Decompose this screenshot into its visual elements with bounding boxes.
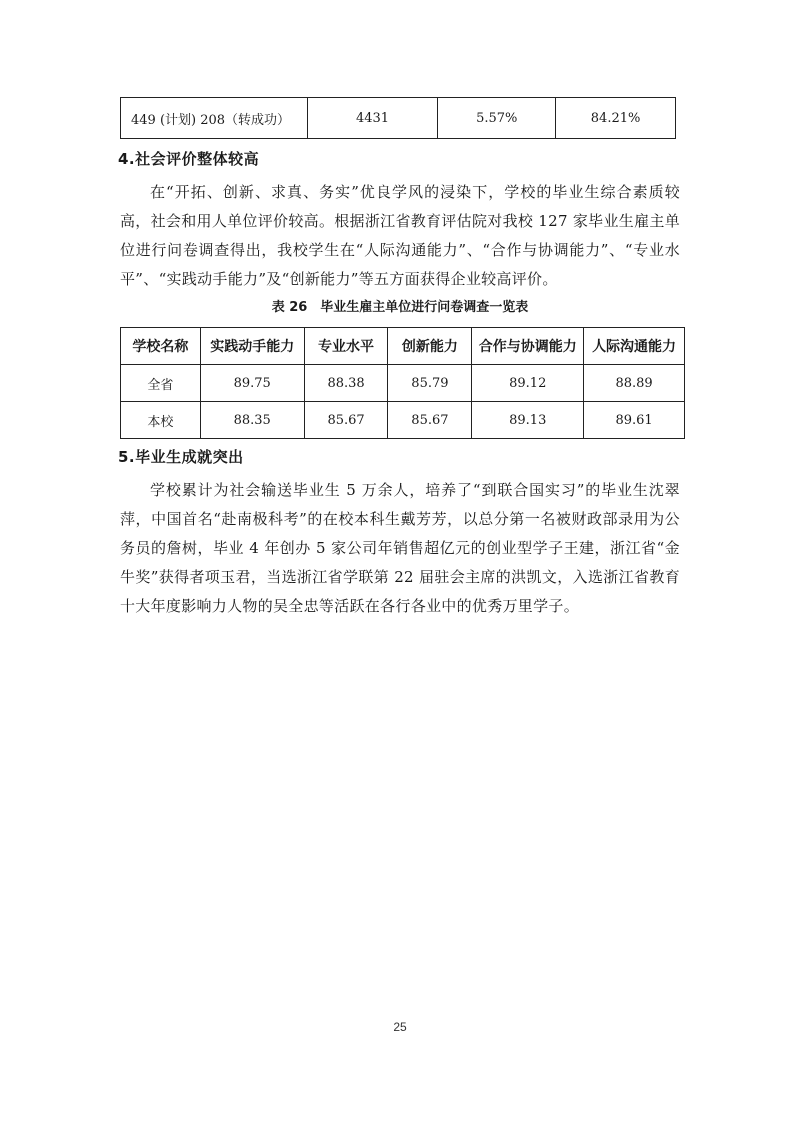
table-row (121, 98, 676, 139)
table-cell: 本校 (121, 402, 201, 439)
column-header: 专业水平 (304, 328, 388, 365)
section-paragraph-graduate-achievements: 学校累计为社会输送毕业生 5 万余人，培养了“到联合国实习”的毕业生沈翠萍，中国首名“赴南极科考”的在校本科生戴芳芳，以总分第一名被财政部录用为公务员的詹树，毕业 4 年创办 5 家公司年销售超亿元的创业型学子王建，浙江省“金牛奖”获得者项玉君，当选浙江省学联第 22 届驻会主席的洪凯文，入选浙江省教育十大年度影响力人物的吴全忠等活跃在各行各业中的优秀万里学子。 (120, 481, 680, 615)
table-cell: 84.21% (556, 98, 676, 139)
employer-survey-table (120, 327, 685, 439)
column-header: 合作与协调能力 (472, 328, 584, 365)
table-cell: 88.89 (584, 365, 685, 402)
table-cell: 全省 (121, 365, 201, 402)
table-cell: 88.38 (304, 365, 388, 402)
table-cell: 85.79 (388, 365, 472, 402)
table-cell: 5.57% (438, 98, 556, 139)
table-header-row (121, 328, 685, 365)
table-cell: 85.67 (304, 402, 388, 439)
page-number: 25 (393, 1020, 407, 1034)
column-header: 实践动手能力 (200, 328, 304, 365)
table-cell: 89.13 (472, 402, 584, 439)
table-caption: 表 26 毕业生雇主单位进行问卷调查一览表 (271, 300, 529, 315)
table-cell: 88.35 (200, 402, 304, 439)
section-heading-social-evaluation: 4.社会评价整体较高 (118, 150, 260, 168)
column-header: 创新能力 (388, 328, 472, 365)
table-row (121, 402, 685, 439)
table-cell: 449 (计划) 208（转成功） (121, 98, 308, 139)
section-heading-graduate-achievements: 5.毕业生成就突出 (118, 448, 244, 466)
column-header: 学校名称 (121, 328, 201, 365)
table-cell: 89.12 (472, 365, 584, 402)
table-cell: 89.61 (584, 402, 685, 439)
table-cell: 4431 (307, 98, 438, 139)
employment-summary-table (120, 97, 676, 139)
table-cell: 89.75 (200, 365, 304, 402)
section-paragraph-social-evaluation: 在“开拓、创新、求真、务实”优良学风的浸染下，学校的毕业生综合素质较高，社会和用人单位评价较高。根据浙江省教育评估院对我校 127 家毕业生雇主单位进行问卷调查得出，我校学生在“人际沟通能力”、“合作与协调能力”、“专业水平”、“实践动手能力”及“创新能力”等五方面获得企业较高评价。 (120, 183, 680, 288)
column-header: 人际沟通能力 (584, 328, 685, 365)
table-row (121, 365, 685, 402)
table-cell: 85.67 (388, 402, 472, 439)
